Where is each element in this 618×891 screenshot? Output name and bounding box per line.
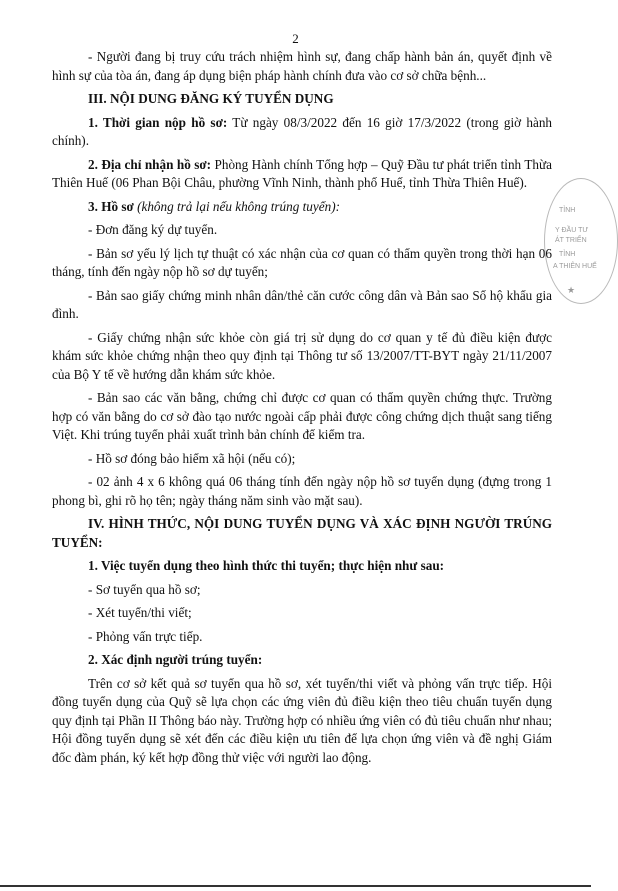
seal-text-line: TỈNH bbox=[559, 251, 576, 258]
document-body bbox=[52, 48, 552, 772]
section-heading: IV. HÌNH THỨC, NỘI DUNG TUYỂN DỤNG VÀ XÁC ĐỊNH NGƯỜI TRÚNG TUYỂN: bbox=[52, 516, 552, 550]
body-paragraph: - Bản sao giấy chứng minh nhân dân/thẻ căn cước công dân và Bản sao Sổ hộ khẩu gia đình. bbox=[52, 287, 552, 321]
body-paragraph: - Đơn đăng ký dự tuyển. bbox=[88, 222, 218, 237]
body-paragraph: - Bản sao các văn bằng, chứng chỉ được cơ quan có thẩm quyền chứng thực. Trường hợp có văn bằng do cơ sở đào tạo nước ngoài cấp phải được công chứng dịch thuật sang tiếng Việt. Khi trúng tuyển phải xuất trình bản chính để kiểm tra. bbox=[52, 390, 552, 442]
paragraph-label: 3. Hồ sơ bbox=[88, 198, 134, 214]
body-paragraph: - Người đang bị truy cứu trách nhiệm hình sự, đang chấp hành bản án, quyết định về hình sự của tòa án, đang áp dụng biện pháp hành chính đưa vào cơ sở chữa bệnh... bbox=[52, 49, 552, 83]
official-seal-stamp bbox=[544, 178, 618, 304]
paragraph-note: (không trả lại nếu không trúng tuyển): bbox=[133, 198, 340, 214]
labeled-paragraph bbox=[52, 114, 552, 151]
paragraph-text: Từ ngày 08/3/2022 đến 16 giờ 17/3/2022 (trong giờ hành chính). bbox=[52, 114, 553, 148]
body-paragraph: - Bản sơ yếu lý lịch tự thuật có xác nhận của cơ quan có thẩm quyền trong thời hạn 06 tháng, tính đến ngày nộp hồ sơ dự tuyển; bbox=[52, 245, 552, 279]
body-paragraph: - Giấy chứng nhận sức khỏe còn giá trị sử dụng do cơ quan y tế đủ điều kiện được khám sức khỏe chứng nhận theo quy định tại Thông tư số 13/2007/TT-BYT ngày 21/11/2007 của Bộ Y tế về hướng dẫn khám sức khỏe. bbox=[52, 329, 552, 382]
body-paragraph: - Sơ tuyển qua hồ sơ; bbox=[88, 581, 201, 597]
body-paragraph: - Hồ sơ đóng bảo hiểm xã hội (nếu có); bbox=[88, 450, 296, 466]
page-bottom-border bbox=[0, 885, 591, 887]
star-icon: ★ bbox=[567, 285, 576, 295]
body-paragraph: - 02 ảnh 4 x 6 không quá 06 tháng tính đến ngày nộp hồ sơ tuyển dụng (đựng trong 1 phong bì, ghi rõ họ tên; ngày tháng năm sinh vào mặt sau). bbox=[52, 474, 552, 508]
paragraph-label: 2. Địa chỉ nhận hồ sơ: bbox=[88, 156, 212, 172]
section-heading: 1. Việc tuyển dụng theo hình thức thi tuyển; thực hiện như sau: bbox=[88, 558, 445, 573]
paragraph-label: 1. Thời gian nộp hồ sơ: bbox=[88, 114, 228, 130]
seal-text-line: ÁT TRIỂN bbox=[555, 237, 587, 244]
body-paragraph: - Phỏng vấn trực tiếp. bbox=[88, 628, 203, 644]
section-heading: 2. Xác định người trúng tuyển: bbox=[88, 652, 263, 667]
section-heading: III. NỘI DUNG ĐĂNG KÝ TUYỂN DỤNG bbox=[88, 91, 334, 106]
seal-text-line: A THIÊN HUẾ bbox=[553, 263, 597, 270]
seal-text-line: Y ĐẦU TƯ bbox=[555, 227, 589, 234]
body-paragraph: Trên cơ sở kết quả sơ tuyển qua hồ sơ, xét tuyển/thi viết và phỏng vấn trực tiếp. Hội đồng tuyển dụng của Quỹ sẽ lựa chọn các ứng viên đủ điều kiện theo tiêu chuẩn tuyển dụng quy định tại Phần II Thông báo này. Trường hợp có nhiều ứng viên có đủ tiêu chuẩn như nhau; Hội đồng tuyển dụng sẽ xét đến các điều kiện ưu tiên để lựa chọn ứng viên và đề nghị Giám đốc đàm phán, ký kết hợp đồng thử việc với người lao động. bbox=[52, 675, 552, 765]
body-paragraph: - Xét tuyển/thi viết; bbox=[88, 605, 192, 620]
page-number: 2 bbox=[292, 31, 299, 46]
labeled-paragraph bbox=[52, 156, 552, 193]
paragraph-text: Phòng Hành chính Tổng hợp – Quỹ Đầu tư phát triển tỉnh Thừa Thiên Huế (06 Phan Bội Châu, phường Vĩnh Ninh, thành phố Huế, tỉnh Thừa Thiên Huế). bbox=[52, 156, 553, 190]
seal-text-line: TỈNH bbox=[559, 207, 576, 214]
labeled-paragraph bbox=[52, 198, 552, 217]
